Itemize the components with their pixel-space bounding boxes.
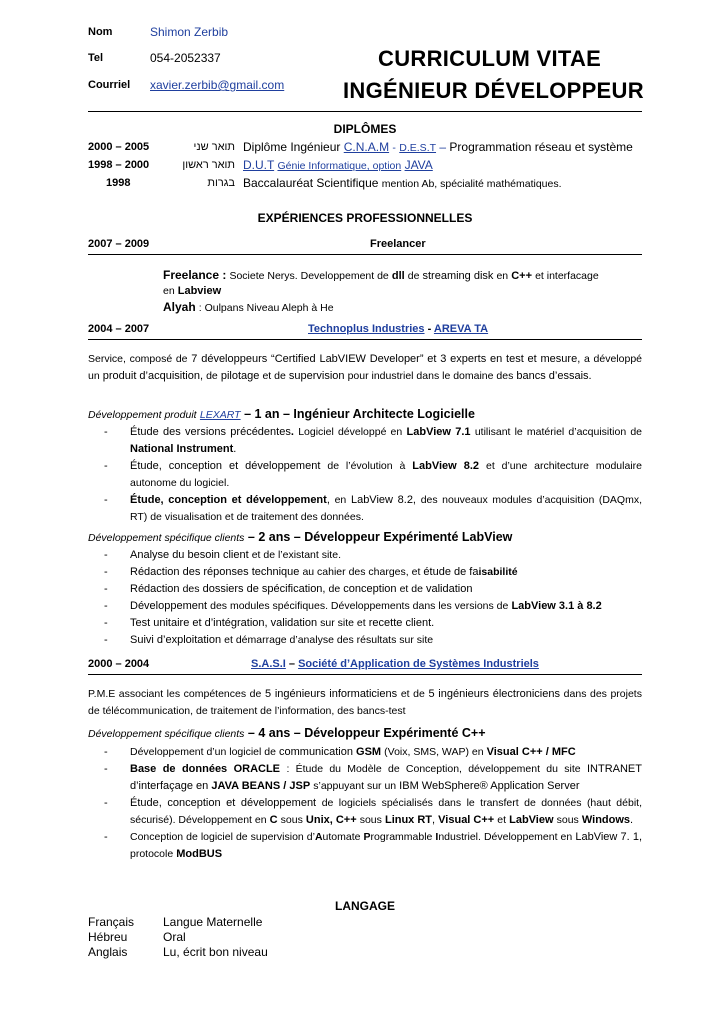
tel-label: Tel (88, 52, 104, 64)
list-item: - Test unitaire et d’intégration, validation sur site et recette client. (104, 615, 642, 632)
freelance-years: 2007 – 2009 (88, 238, 150, 250)
email-link[interactable]: xavier.zerbib@gmail.com (150, 78, 285, 92)
header-divider (88, 111, 642, 112)
sasi-fullname-link[interactable]: Société d’Application de Systèmes Industriels (298, 658, 539, 670)
cv-title: CURRICULUM VITAE (378, 46, 602, 71)
list-item: - Étude des versions précédentes. Logiciel développé en LabView 7.1 utilisant le matériel d’acquisition de National Instrument. (104, 424, 642, 458)
diplome-2-hebrew: תואר ראשון (182, 159, 235, 171)
diplome-3-text: Baccalauréat Scientifique mention Ab, spécialité mathématiques. (243, 176, 562, 190)
diplome-1-hebrew: תואר שני (193, 141, 235, 153)
list-item: - Développement des modules spécifiques. Développements dans les versions de LabView 3.1 à 8.2 (104, 598, 642, 615)
list-item: - Développement d’un logiciel de communication GSM (Voix, SMS, WAP) en Visual C++ / MFC (104, 744, 642, 761)
technoplus-link[interactable]: Technoplus Industries (308, 323, 425, 335)
diplome-2-years: 1998 – 2000 (88, 159, 150, 171)
list-item: - Suivi d’exploitation et démarrage d’analyse des résultats sur site (104, 632, 642, 649)
sasi-divider (88, 674, 642, 675)
sasi-company: S.A.S.I – Société d’Application de Systèmes Industriels (251, 658, 539, 670)
freelance-line2: en Labview (163, 285, 222, 297)
cpp-title: Développement spécifique clients – 4 ans – Développeur Expérimenté C++ (88, 726, 486, 740)
sasi-link[interactable]: S.A.S.I (251, 658, 286, 670)
courriel-label: Courriel (88, 79, 131, 91)
nom-value: Shimon Zerbib (150, 25, 229, 39)
lexart-list (104, 424, 642, 526)
diplome-3-years: 1998 (106, 177, 131, 189)
freelance-divider (88, 254, 642, 255)
tel-value: 054-2052337 (150, 51, 221, 65)
lang-francais-level: Langue Maternelle (163, 915, 263, 929)
lang-hebreu: Hébreu (88, 930, 128, 944)
areva-link[interactable]: AREVA TA (433, 323, 489, 335)
freelance-line1: Freelance : Societe Nerys. Developpement de dll de streaming disk en C++ et interfacage (163, 268, 599, 282)
list-item: - Base de données ORACLE : Étude du Modèle de Conception, développement du site INTRANET d’interfaçage en JAVA BEANS / JSP s’appuyant sur un IBM WebSphere® Application Server (104, 761, 642, 795)
lang-francais: Français (88, 915, 135, 929)
diplomes-heading: DIPLÔMES (333, 122, 397, 136)
lexart-title: Développement produit LEXART – 1 an – Ingénieur Architecte Logicielle (88, 407, 475, 421)
list-item: - Étude, conception et développement, en LabView 8.2, des nouveaux modules d’acquisition (DAQmx, RT) de visualisation et de traitement des données. (104, 492, 642, 526)
freelance-company: Freelancer (370, 238, 426, 250)
cpp-list (104, 744, 642, 863)
technoplus-company: Technoplus Industries - AREVA TA (308, 323, 489, 335)
technoplus-divider (88, 339, 642, 340)
specifique-list (104, 547, 642, 649)
cv-subtitle: INGÉNIEUR DÉVELOPPEUR (343, 78, 644, 103)
lexart-link[interactable]: LEXART (199, 409, 241, 421)
list-item: - Rédaction des réponses technique au cahier des charges, et étude de faisabilité (104, 564, 642, 581)
diplome-1-text: Diplôme Ingénieur C.N.A.M - D.E.S.T – Programmation réseau et système (243, 140, 633, 154)
technoplus-intro: Service, composé de 7 développeurs “Certified LabVIEW Developer” et 3 experts en test et mesure, a développé un produit d’acquisition, de pilotage et de supervision pour industriel dans le domaine des bancs d’essais. (88, 353, 642, 382)
specifique-title: Développement spécifique clients – 2 ans – Développeur Expérimenté LabView (88, 530, 513, 544)
lang-anglais: Anglais (88, 945, 128, 959)
diplome-1-years: 2000 – 2005 (88, 141, 150, 153)
list-item: - Conception de logiciel de supervision d’Automate Programmable Industriel. Développement en LabView 7. 1, protocole ModBUS (104, 829, 642, 863)
list-item: - Étude, conception et développement de l’évolution à LabView 8.2 et d’une architecture modulaire autonome du logiciel. (104, 458, 642, 492)
sasi-intro: P.M.E associant les compétences de 5 ingénieurs informaticiens et de 5 ingénieurs électroniciens dans des projets de télécommunication, de traitement de l’information, des bancs-test (88, 688, 642, 717)
list-item: - Rédaction des dossiers de spécification, de conception et de validation (104, 581, 642, 598)
langage-heading: LANGAGE (335, 899, 395, 913)
nom-label: Nom (88, 26, 113, 38)
list-item: - Analyse du besoin client et de l’existant site. (104, 547, 642, 564)
lang-anglais-level: Lu, écrit bon niveau (163, 945, 268, 959)
experiences-heading: EXPÉRIENCES PROFESSIONNELLES (257, 211, 473, 225)
freelance-line3: Alyah : Oulpans Niveau Aleph à He (163, 300, 334, 314)
technoplus-years: 2004 – 2007 (88, 323, 150, 335)
lang-hebreu-level: Oral (163, 930, 186, 944)
diplome-3-hebrew: בגרות (207, 177, 235, 189)
list-item: - Étude, conception et développement de logiciels spécialisés dans le transfert de données (haut débit, sécurisé). Développement en C sous Unix, C++ sous Linux RT, Visual C++ et LabView sous Windows. (104, 795, 642, 829)
sasi-years: 2000 – 2004 (88, 658, 150, 670)
diplome-2-text: D.U.T Génie Informatique, option JAVA (243, 158, 433, 172)
